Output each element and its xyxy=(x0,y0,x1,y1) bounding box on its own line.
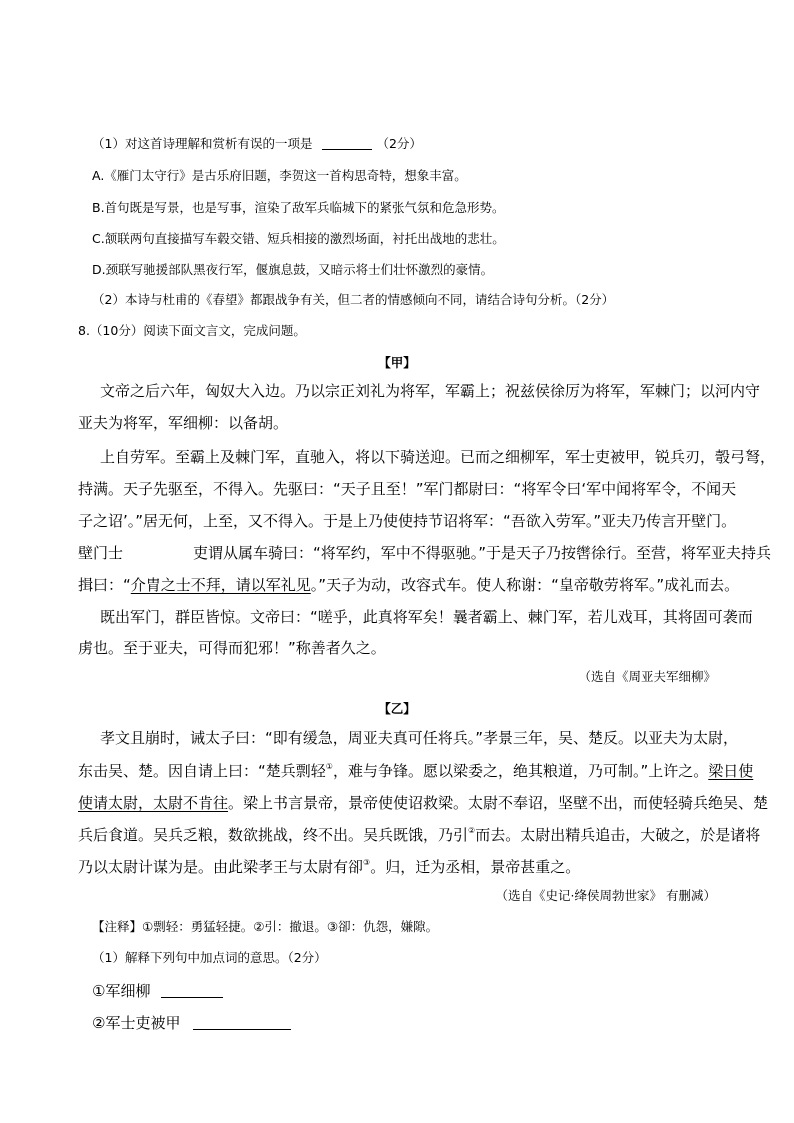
yi-heading: 【乙】 xyxy=(378,701,416,716)
jia-line-8: 既出军门，群臣皆惊。文帝曰：“嗟乎，此真将军矣！曩者霸上、棘门军，若儿戏耳，其将固可袭而 xyxy=(100,608,753,626)
note-mark-1: ① xyxy=(325,762,333,771)
note-mark-3: ③ xyxy=(363,858,371,867)
q7-option-b: B.首句既是写景，也是写事，渲染了敌军兵临城下的紧张气氛和危急形势。 xyxy=(92,200,505,215)
jia-line-7-start: 揖曰：“ xyxy=(78,576,131,594)
q8-sub1: （1）解释下列句中加点词的意思。（2分） xyxy=(92,950,327,965)
q8-item-2-label: ②军士吏被甲 xyxy=(92,1014,181,1032)
q7-option-a: A.《雁门太守行》是古乐府旧题，李贺这一首构思奇特，想象丰富。 xyxy=(92,168,467,183)
q7-sub1 xyxy=(92,134,422,152)
q7-answer-blank[interactable] xyxy=(322,135,372,150)
jia-line-6 xyxy=(78,542,771,563)
yi-line-1: 孝文且崩时，诫太子曰：“即有缓急，周亚夫真可任将兵。”孝景三年，吴、楚反。以亚夫为太尉， xyxy=(100,729,739,747)
jia-line-1: 文帝之后六年，匈奴大入边。乃以宗正刘礼为将军，军霸上；祝兹侯徐厉为将军，军棘门；以河内守 xyxy=(100,382,761,400)
note-mark-2: ② xyxy=(468,826,476,835)
yi-source: （选自《史记·绛侯周勃世家》 有删减） xyxy=(495,888,716,903)
yi-line-4 xyxy=(78,824,760,845)
yi-line-2-mid: ，难与争锋。愿以梁委之，绝其粮道，乃可制。”上许之。 xyxy=(332,762,709,780)
jia-line-2: 亚夫为将军，军细柳：以备胡。 xyxy=(78,414,289,432)
yi-line-4-start: 兵后食道。吴兵乏粮，数欲挑战，终不出。吴兵既饿，乃引 xyxy=(78,826,469,844)
jia-line-5: 子之诏’。”居无何，上至，又不得入。于是上乃使使持节诏将军：“吾欲入劳军。”亚夫乃传言开壁门。 xyxy=(78,512,737,530)
annotations: 【注释】①剽轻：勇猛轻捷。②引：撤退。③卻：仇怨，嫌隙。 xyxy=(92,919,439,934)
q8-item-1-blank[interactable] xyxy=(161,983,223,998)
q7-option-c: C.颔联两句直接描写车毂交错、短兵相接的激烈场面，衬托出战地的悲壮。 xyxy=(92,231,505,246)
jia-source: （选自《周亚夫军细柳》 xyxy=(578,669,716,684)
q8-item-1 xyxy=(92,980,223,1001)
yi-underlined-end: 使请太尉，太尉不肯往 xyxy=(78,794,229,812)
jia-line-3: 上自劳军。至霸上及棘门军，直驰入，将以下骑送迎。已而之细柳军，军士吏被甲，锐兵刃，彀弓弩， xyxy=(100,448,776,466)
jia-line-9: 虏也。至于亚夫，可得而犯邪！”称善者久之。 xyxy=(78,639,386,657)
yi-line-3-rest: 。梁上书言景帝，景帝使使诏救梁。太尉不奉诏，坚壁不出，而使轻骑兵绝吴、楚 xyxy=(228,794,769,812)
jia-line-6-start: 壁门士 xyxy=(78,544,124,562)
jia-line-7 xyxy=(78,574,739,595)
yi-line-5-rest: 。归，迁为丞相，景帝甚重之。 xyxy=(370,858,581,876)
yi-underlined-start: 梁日使 xyxy=(708,762,754,780)
q7-sub1-text: （1）对这首诗理解和赏析有误的一项是 xyxy=(92,136,313,151)
q8-item-2-blank[interactable] xyxy=(193,1015,291,1030)
q8-item-2 xyxy=(92,1012,291,1033)
yi-line-3 xyxy=(78,792,768,813)
q7-option-d: D.颈联写驰援部队黑夜行军，偃旗息鼓，又暗示将士们壮怀激烈的豪情。 xyxy=(92,262,494,277)
jia-underlined-sentence: 介胄之士不拜，请以军礼见 xyxy=(130,576,311,594)
q8-item-1-label: ①军细柳 xyxy=(92,982,151,1000)
jia-line-6-rest: 吏谓从属车骑曰：“将军约，军中不得驱驰。”于是天子乃按辔徐行。至营，将军亚夫持兵 xyxy=(193,544,772,562)
yi-line-2 xyxy=(78,760,753,781)
q8-title: 8.（10分）阅读下面文言文，完成问题。 xyxy=(78,323,306,338)
q7-sub2: （2）本诗与杜甫的《春望》都跟战争有关，但二者的情感倾向不同，请结合诗句分析。（2分） xyxy=(92,292,615,307)
yi-line-2-start: 东击吴、楚。因自请上曰：“楚兵剽轻 xyxy=(78,762,326,780)
yi-line-5-start: 乃以太尉计谋为是。由此梁孝王与太尉有卻 xyxy=(78,858,364,876)
jia-line-4: 持满。天子先驱至，不得入。先驱曰：“天子且至！”军门都尉曰：“将军令曰‘军中闻将军令，不闻天 xyxy=(78,480,737,498)
q7-sub1-score: （2分） xyxy=(376,136,422,151)
jia-heading: 【甲】 xyxy=(378,355,416,370)
yi-line-4-rest: 而去。太尉出精兵追击，大破之，於是诸将 xyxy=(475,826,761,844)
yi-line-5 xyxy=(78,856,580,877)
jia-line-7-rest: 。”天子为动，改容式车。使人称谢：“皇帝敬劳将军。”成礼而去。 xyxy=(310,576,740,594)
